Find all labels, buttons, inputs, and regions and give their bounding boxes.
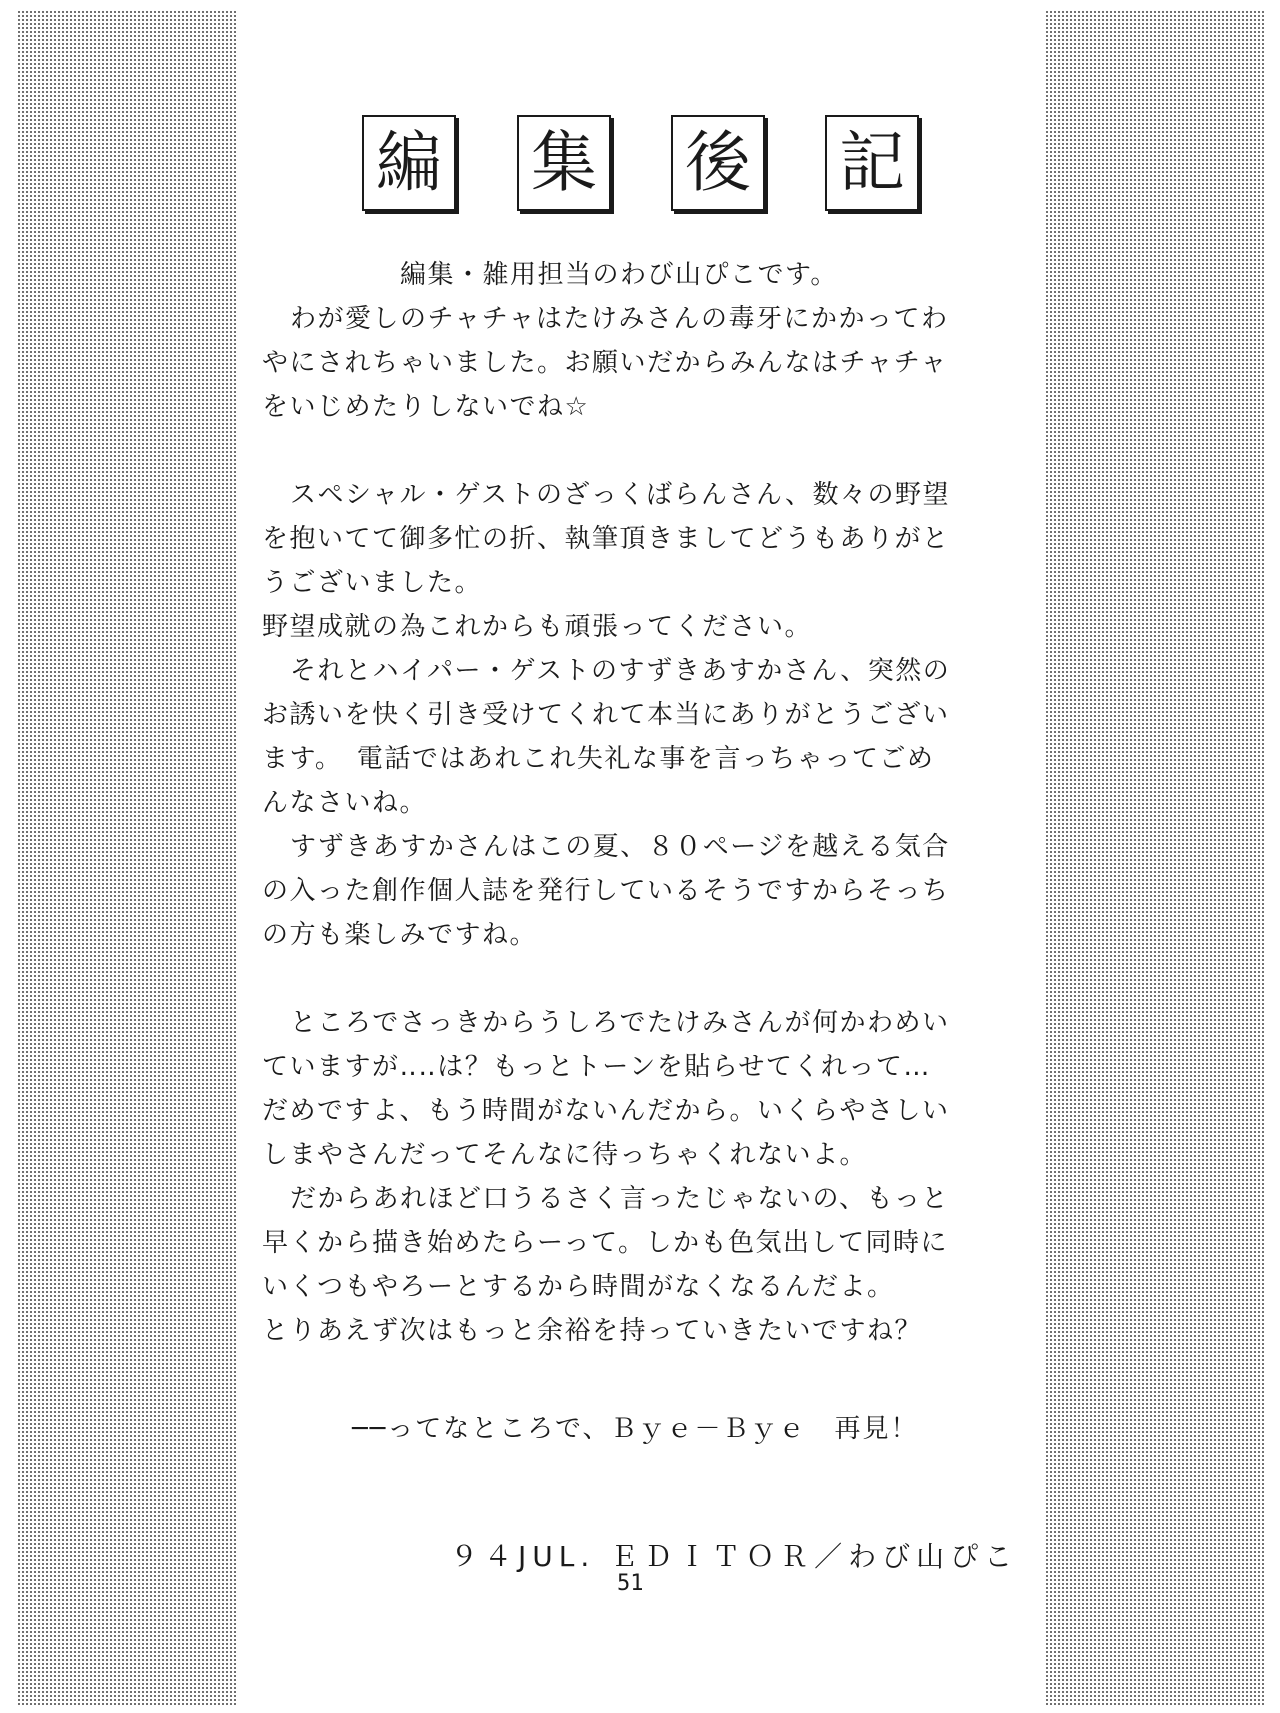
text-line: ところでさっきからうしろでたけみさんが何かわめい xyxy=(290,1008,950,1038)
text-line: 早くから描き始めたらーって。しかも色気出して同時に xyxy=(262,1228,948,1258)
text-line: わが愛しのチャチャはたけみさんの毒牙にかかってわ xyxy=(290,304,949,334)
text-line: うございました。 xyxy=(262,568,483,598)
intro-line: 編集・雑用担当のわび山ぴこです。 xyxy=(400,260,838,290)
title-char-box: 後 xyxy=(671,115,765,211)
text-line: スペシャル・ゲストのざっくばらんさん、数々の野望 xyxy=(290,480,951,510)
title-char-box: 編 xyxy=(362,115,456,211)
text-line: を抱いてて御多忙の折、執筆頂きましてどうもありがと xyxy=(262,524,950,554)
text-line: 野望成就の為これからも頑張ってください。 xyxy=(262,612,813,642)
paragraph-gap xyxy=(262,1353,1032,1397)
text-line: ます。 電話ではあれこれ失礼な事を言っちゃってごめ xyxy=(262,744,935,774)
text-line: それとハイパー・ゲストのすずきあすかさん、突然の xyxy=(290,656,951,686)
page-number: 51 xyxy=(617,1571,644,1596)
screentone-left-border xyxy=(17,10,238,1707)
text-line: ていますが‥‥は？もっとトーンを貼らせてくれって… xyxy=(262,1052,931,1082)
editor-afterword-body xyxy=(262,253,1032,1451)
editor-signature: ９４JUL. ＥＤＩＴＯＲ／わび山ぴこ xyxy=(450,1540,1019,1573)
text-line: んなさいね。 xyxy=(262,788,428,818)
text-line: とりあえず次はもっと余裕を持っていきたいですね？ xyxy=(262,1316,923,1346)
text-line: をいじめたりしないでね☆ xyxy=(262,392,590,422)
paragraph-gap xyxy=(262,429,1032,473)
farewell-line: ──ってなところで、Ｂｙｅ－Ｂｙｅ 再見！ xyxy=(352,1414,919,1444)
text-line: の方も楽しみですね。 xyxy=(262,920,538,950)
text-line: の入った創作個人誌を発行しているそうですからそっち xyxy=(262,876,950,906)
text-line: お誘いを快く引き受けてくれて本当にありがとうござい xyxy=(262,700,950,730)
paragraph-gap xyxy=(262,957,1032,1001)
text-line: だめですよ、もう時間がないんだから。いくらやさしい xyxy=(262,1096,950,1126)
text-line: だからあれほど口うるさく言ったじゃないの、もっと xyxy=(290,1184,949,1214)
text-line: すずきあすかさんはこの夏、８０ページを越える気合 xyxy=(290,832,950,862)
title-char-box: 集 xyxy=(517,115,611,211)
text-line: やにされちゃいました。お願いだからみんなはチャチャ xyxy=(262,348,948,378)
page-title xyxy=(0,115,1280,210)
title-char-box: 記 xyxy=(825,115,919,211)
text-line: しまやさんだってそんなに待っちゃくれないよ。 xyxy=(262,1140,868,1170)
screentone-right-border xyxy=(1045,10,1265,1707)
text-line: いくつもやろーとするから時間がなくなるんだよ。 xyxy=(262,1272,895,1302)
